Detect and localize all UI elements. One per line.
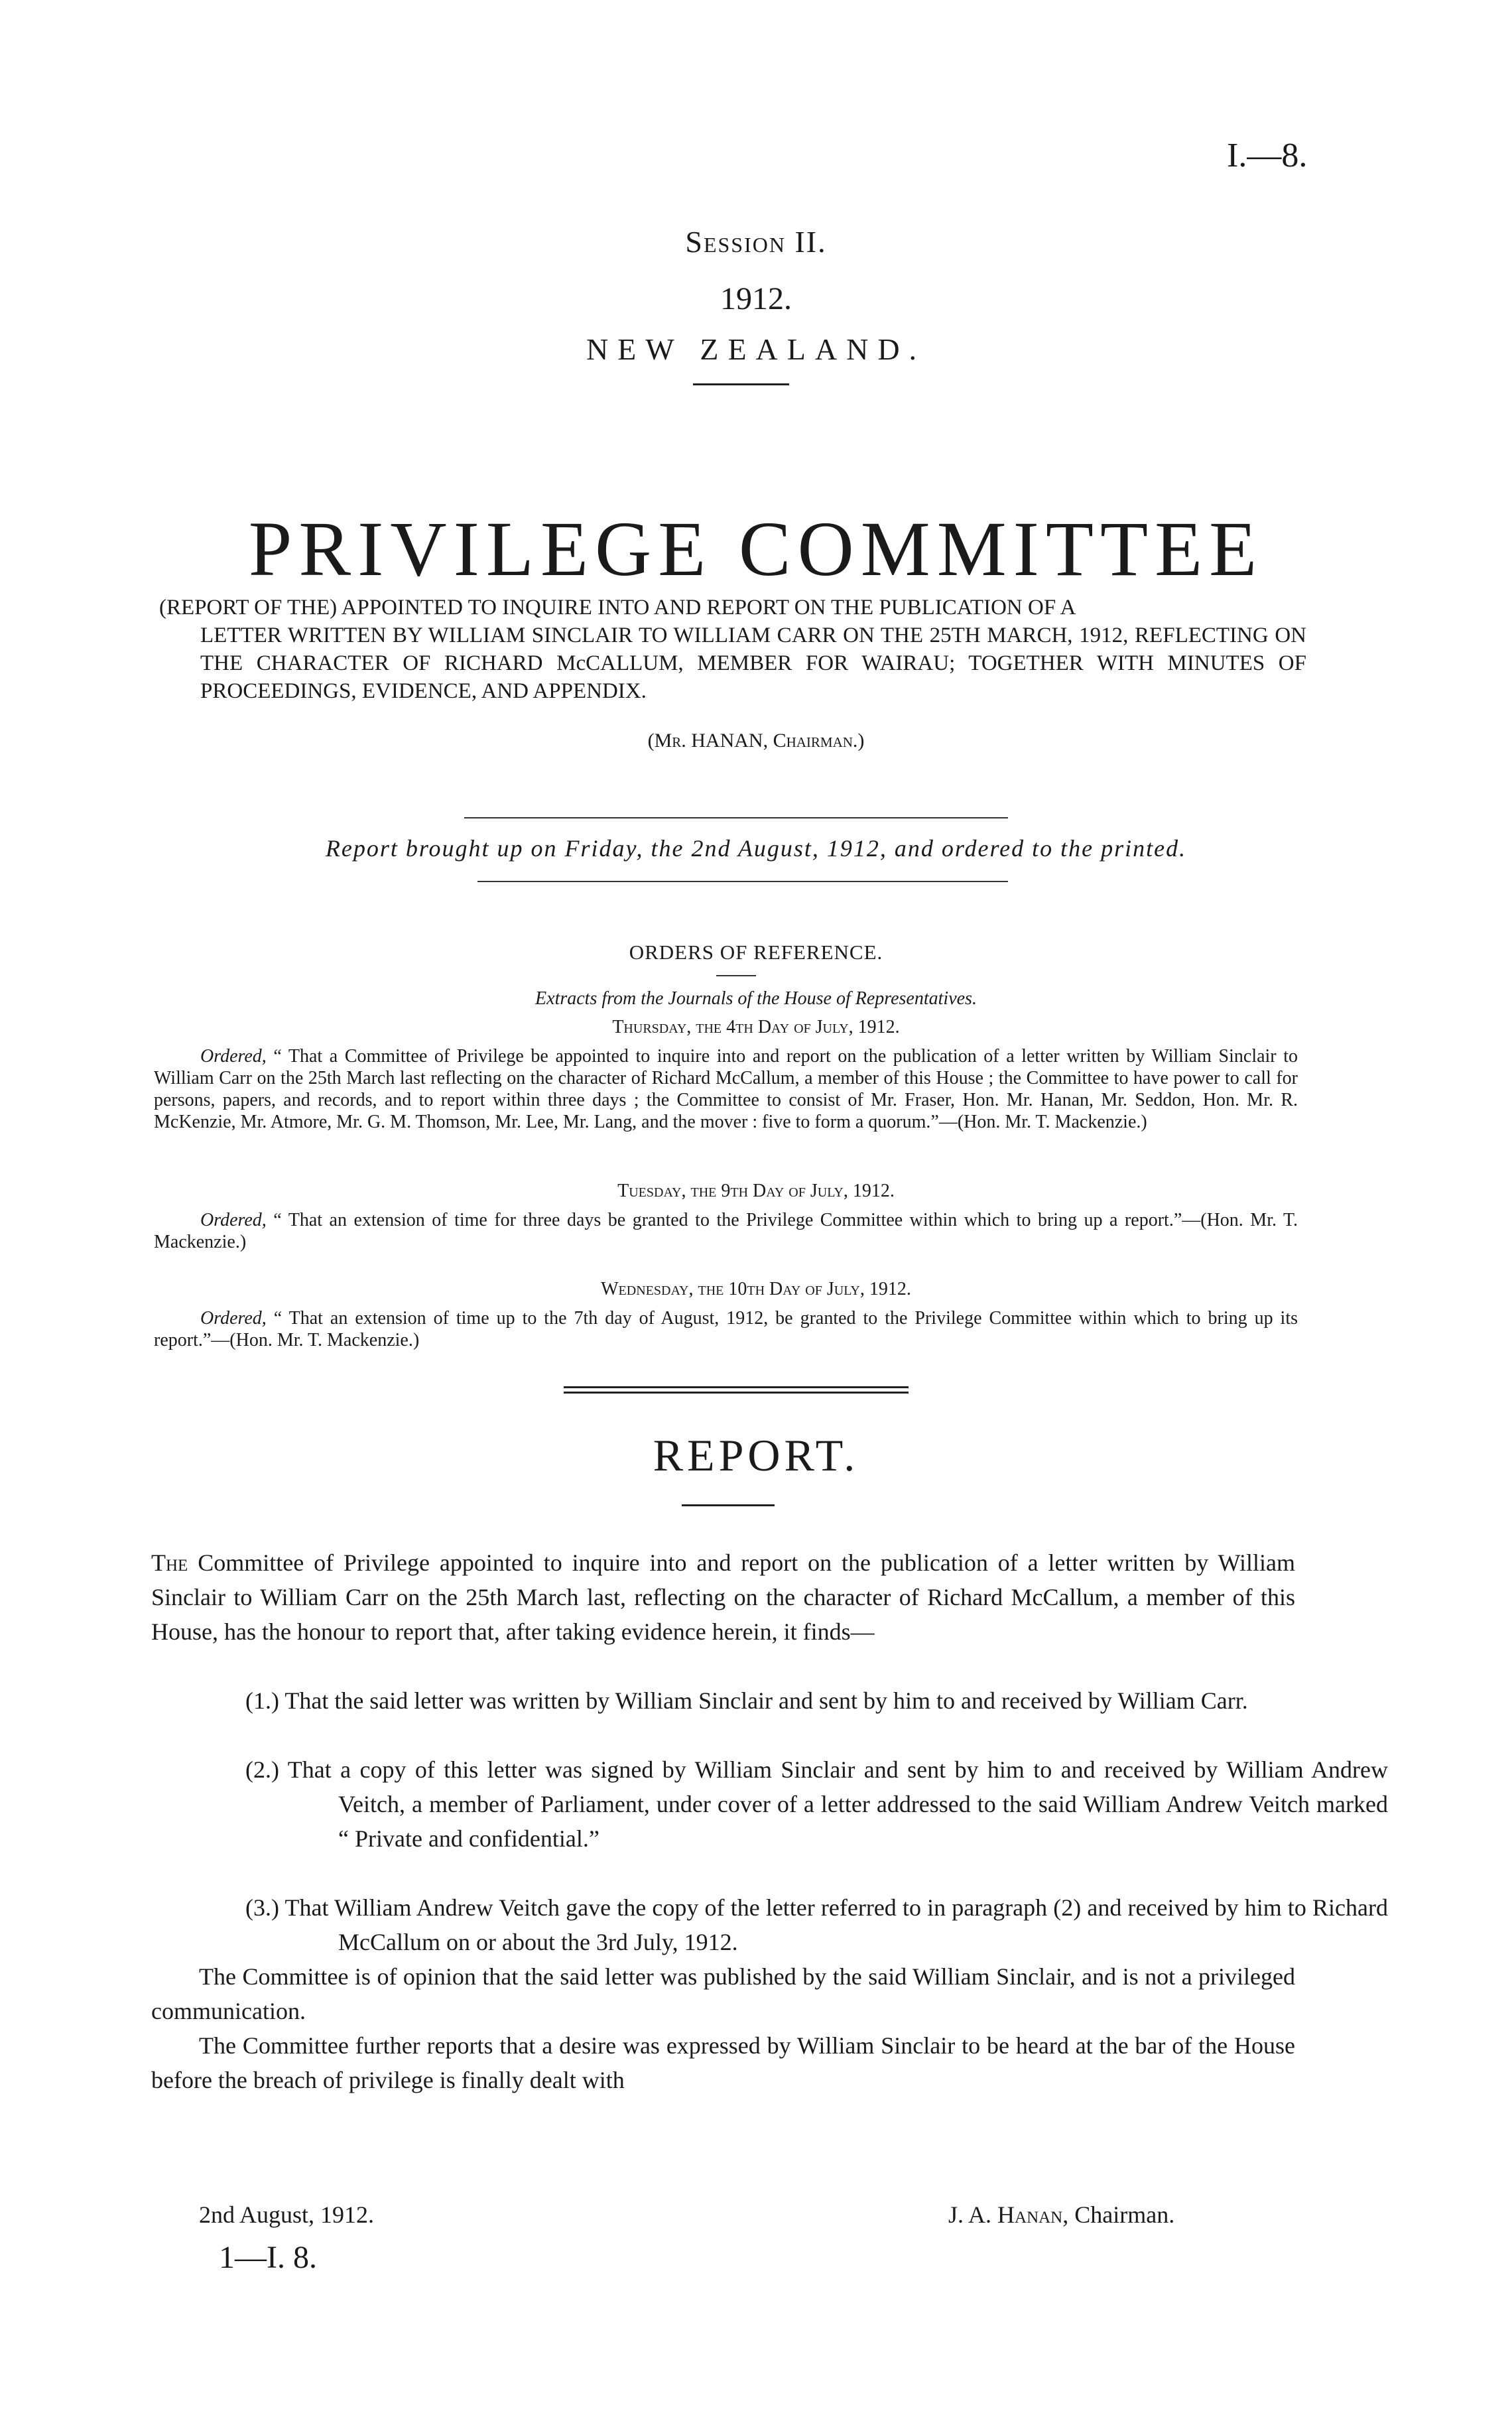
orders-heading: ORDERS OF REFERENCE. (629, 941, 883, 964)
chairman-note: (Mr. HANAN, Chairman.) (647, 730, 865, 751)
order-text: “ That an extension of time up to the 7th day of August, 1912, be granted to the Privilege Committee within which to bring up its report.”—(Hon. Mr. T. Mackenzie.) (154, 1308, 1298, 1350)
footer-reference: 1—I. 8. (219, 2240, 317, 2275)
report-title: REPORT. (653, 1430, 859, 1480)
signature-name: J. A. Hanan (948, 2201, 1063, 2228)
order-entry-3 (154, 1307, 1298, 1351)
brought-up-bottom-rule (477, 881, 1008, 882)
order-entry-1 (154, 1045, 1298, 1133)
finding-number: (1.) (245, 1687, 279, 1714)
order-date-2: Tuesday, the 9th Day of July, 1912. (617, 1181, 895, 1201)
order-date-1: Thursday, the 4th Day of July, 1912. (612, 1017, 900, 1037)
finding-text: That William Andrew Veitch gave the copy of the letter referred to in paragraph (2) and received by him to Richard McCallum on or about the 3rd July, 1912. (284, 1894, 1388, 1955)
finding-2 (245, 1752, 1388, 1856)
signature (948, 2201, 1174, 2229)
report-intro-lead: The (151, 1549, 188, 1576)
subtitle-continuation: LETTER WRITTEN BY WILLIAM SINCLAIR TO WILLIAM CARR ON THE 25TH MARCH, 1912, REFLECTING ON THE CHARACTER OF RICHARD McCALLUM, MEMBER FOR WAIRAU; TOGETHER WITH MINUTES OF PROCEEDINGS, EVIDENCE, AND APPENDIX. (200, 623, 1306, 703)
orders-divider (716, 975, 756, 976)
finding-text: That the said letter was written by William Sinclair and sent by him to and received by William Carr. (284, 1687, 1248, 1714)
finding-number: (2.) (245, 1756, 279, 1783)
subtitle-line-1: (REPORT OF THE) APPOINTED TO INQUIRE INTO AND REPORT ON THE PUBLICATION OF A (159, 596, 1076, 620)
report-divider (682, 1504, 775, 1506)
report-date: 2nd August, 1912. (199, 2201, 375, 2228)
finding-number: (3.) (245, 1894, 279, 1921)
country-label: NEW ZEALAND. (586, 332, 926, 366)
report-intro (151, 1545, 1295, 1649)
ordered-label: Ordered, (200, 1210, 267, 1230)
order-date-3: Wednesday, the 10th Day of July, 1912. (601, 1279, 911, 1299)
section-double-rule-top (564, 1386, 909, 1388)
year-label: 1912. (720, 281, 792, 316)
report-opinion: The Committee is of opinion that the said letter was published by the said William Sinclair, and is not a privileged communication. (151, 1963, 1295, 2024)
extracts-note: Extracts from the Journals of the House of Representatives. (535, 988, 977, 1009)
report-brought-up-note: Report brought up on Friday, the 2nd August, 1912, and ordered to the printed. (325, 835, 1187, 862)
brought-up-top-rule (464, 817, 1008, 818)
section-double-rule-bottom (564, 1392, 909, 1394)
document-subtitle (159, 594, 1306, 705)
report-intro-text: Committee of Privilege appointed to inquire into and report on the publication of a letter written by William Sinclair to William Carr on the 25th March last, reflecting on the character of Richard McCallum, a member of this House, has the honour to report that, after taking evidence herein, it finds— (151, 1549, 1295, 1645)
session-label: Session II. (685, 225, 827, 259)
page-reference: I.—8. (1227, 137, 1308, 174)
ordered-label: Ordered, (200, 1046, 267, 1067)
ordered-label: Ordered, (200, 1308, 267, 1329)
signature-role: , Chairman. (1062, 2201, 1175, 2228)
finding-text: That a copy of this letter was signed by William Sinclair and sent by him to and received by William Andrew Veitch, a member of Parliament, under cover of a letter addressed to the said William Andrew Veitch marked “ Private and confidential.” (287, 1756, 1388, 1852)
order-text: “ That a Committee of Privilege be appointed to inquire into and report on the publication of a letter written by William Sinclair to William Carr on the 25th March last reflecting on the character of Richard McCallum, a member of this House ; the Committee to have power to call for persons, papers, and records, and to report within three days ; the Committee to consist of Mr. Fraser, Hon. Mr. Hanan, Mr. Seddon, Hon. Mr. R. McKenzie, Mr. Atmore, Mr. G. M. Thomson, Mr. Lee, Mr. Lang, and the mover : five to form a quorum.”—(Hon. Mr. T. Mackenzie.) (154, 1046, 1298, 1132)
report-further: The Committee further reports that a desire was expressed by William Sinclair to be heard at the bar of the House before the breach of privilege is finally dealt with (151, 2032, 1295, 2093)
order-text: “ That an extension of time for three days be granted to the Privilege Committee within which to bring up a report.”—(Hon. Mr. T. Mackenzie.) (154, 1210, 1298, 1252)
finding-1 (245, 1683, 1388, 1718)
order-entry-2 (154, 1209, 1298, 1253)
finding-3 (245, 1890, 1388, 1959)
header-divider (693, 383, 789, 385)
document-title: PRIVILEGE COMMITTEE (248, 505, 1264, 592)
